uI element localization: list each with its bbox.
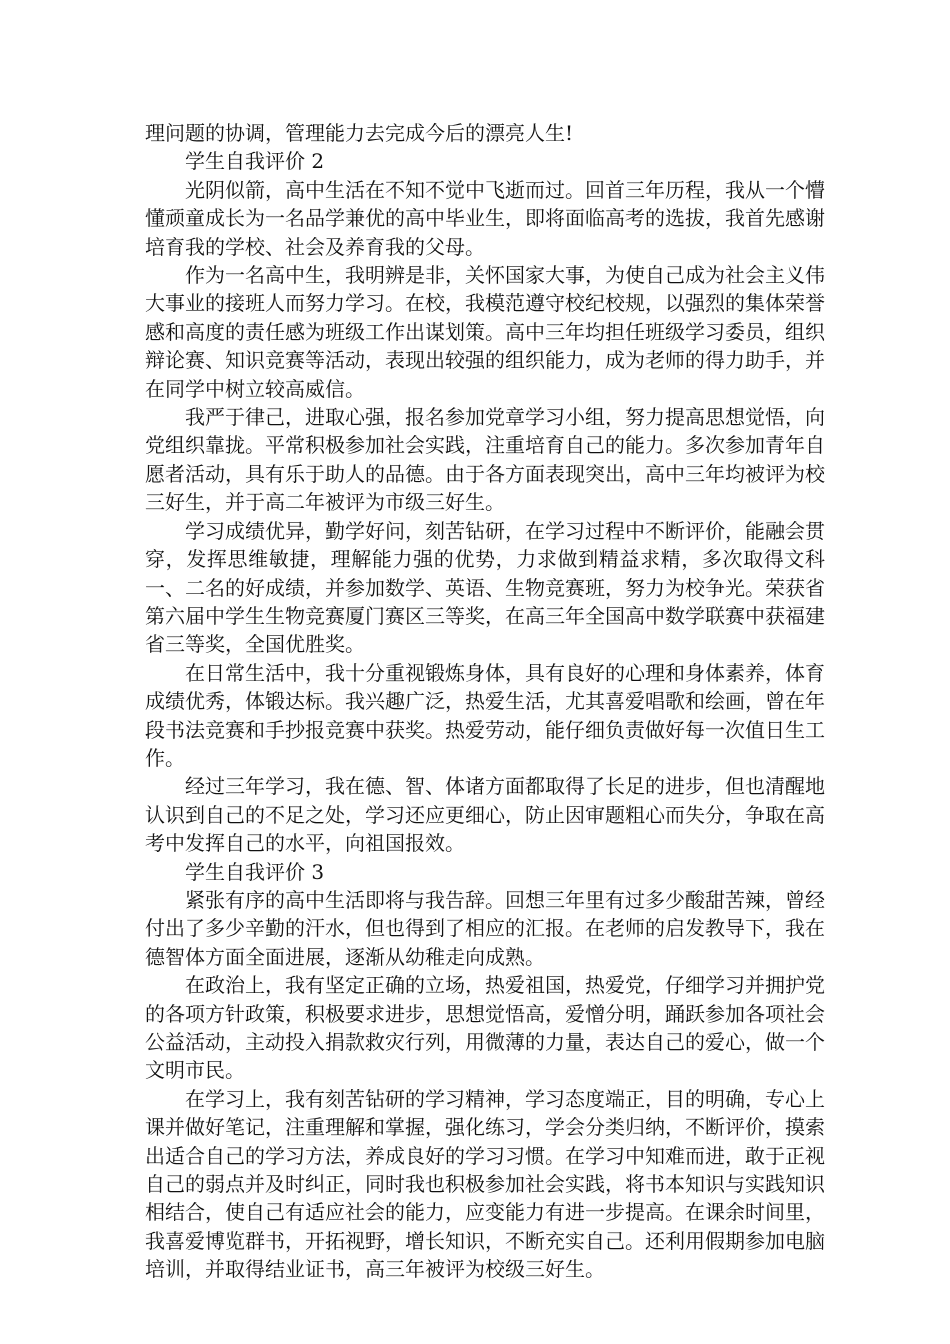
paragraph: 光阴似箭，高中生活在不知不觉中飞逝而过。回首三年历程，我从一个懵懂顽童成长为一名品学兼优的高中毕业生，即将面临高考的选拔，我首先感谢培育我的学校、社会及养育我的父母。 [145,177,825,259]
paragraph: 紧张有序的高中生活即将与我告辞。回想三年里有过多少酸甜苦辣，曾经付出了多少辛勤的汗水，但也得到了相应的汇报。在老师的启发教导下，我在德智体方面全面进展，逐渐从幼稚走向成熟。 [145,887,825,969]
section-heading-2: 学生自我评价 2 [185,149,325,174]
section-heading-3: 学生自我评价 3 [185,859,325,884]
paragraph: 作为一名高中生，我明辨是非，关怀国家大事，为使自己成为社会主义伟大事业的接班人而努力学习。在校，我模范遵守校纪校规，以强烈的集体荣誉感和高度的责任感为班级工作出谋划策。高中三年均担任班级学习委员，组织辩论赛、知识竞赛等活动，表现出较强的组织能力，成为老师的得力助手，并在同学中树立较高威信。 [145,263,825,401]
paragraph: 在学习上，我有刻苦钻研的学习精神，学习态度端正，目的明确，专心上课并做好笔记，注重理解和掌握，强化练习，学会分类归纳，不断评价，摸索出适合自己的学习方法，养成良好的学习习惯。在学习中知难而进，敢于正视自己的弱点并及时纠正，同时我也积极参加社会实践，将书本知识与实践知识相结合，使自己有适应社会的能力，应变能力有进一步提高。在课余时间里，我喜爱博览群书，开拓视野，增长知识，不断充实自己。还利用假期参加电脑培训，并取得结业证书，高三年被评为校级三好生。 [145,1086,825,1282]
document-body [145,119,825,1284]
paragraph-continuation: 理问题的协调，管理能力去完成今后的漂亮人生! [145,121,574,145]
paragraph: 经过三年学习，我在德、智、体诸方面都取得了长足的进步，但也清醒地认识到自己的不足之处，学习还应更细心，防止因审题粗心而失分，争取在高考中发挥自己的水平，向祖国报效。 [145,774,825,856]
paragraph: 在日常生活中，我十分重视锻炼身体，具有良好的心理和身体素养，体育成绩优秀，体锻达标。我兴趣广泛，热爱生活，尤其喜爱唱歌和绘画，曾在年段书法竞赛和手抄报竞赛中获奖。热爱劳动，能仔细负责做好每一次值日生工作。 [145,660,825,770]
paragraph: 我严于律己，进取心强，报名参加党章学习小组，努力提高思想觉悟，向党组织靠拢。平常积极参加社会实践，注重培育自己的能力。多次参加青年自愿者活动，具有乐于助人的品德。由于各方面表现突出，高中三年均被评为校三好生，并于高二年被评为市级三好生。 [145,405,825,515]
paragraph: 在政治上，我有坚定正确的立场，热爱祖国，热爱党，仔细学习并拥护党的各项方针政策，积极要求进步，思想觉悟高，爱憎分明，踊跃参加各项社会公益活动，主动投入捐款救灾行列，用微薄的力量，表达自己的爱心，做一个文明市民。 [145,973,825,1083]
paragraph: 学习成绩优异，勤学好问，刻苦钻研，在学习过程中不断评价，能融会贯穿，发挥思维敏捷，理解能力强的优势，力求做到精益求精，多次取得文科一、二名的好成绩，并参加数学、英语、生物竞赛班，努力为校争光。荣获省第六届中学生生物竞赛厦门赛区三等奖，在高三年全国高中数学联赛中获福建省三等奖，全国优胜奖。 [145,518,825,657]
